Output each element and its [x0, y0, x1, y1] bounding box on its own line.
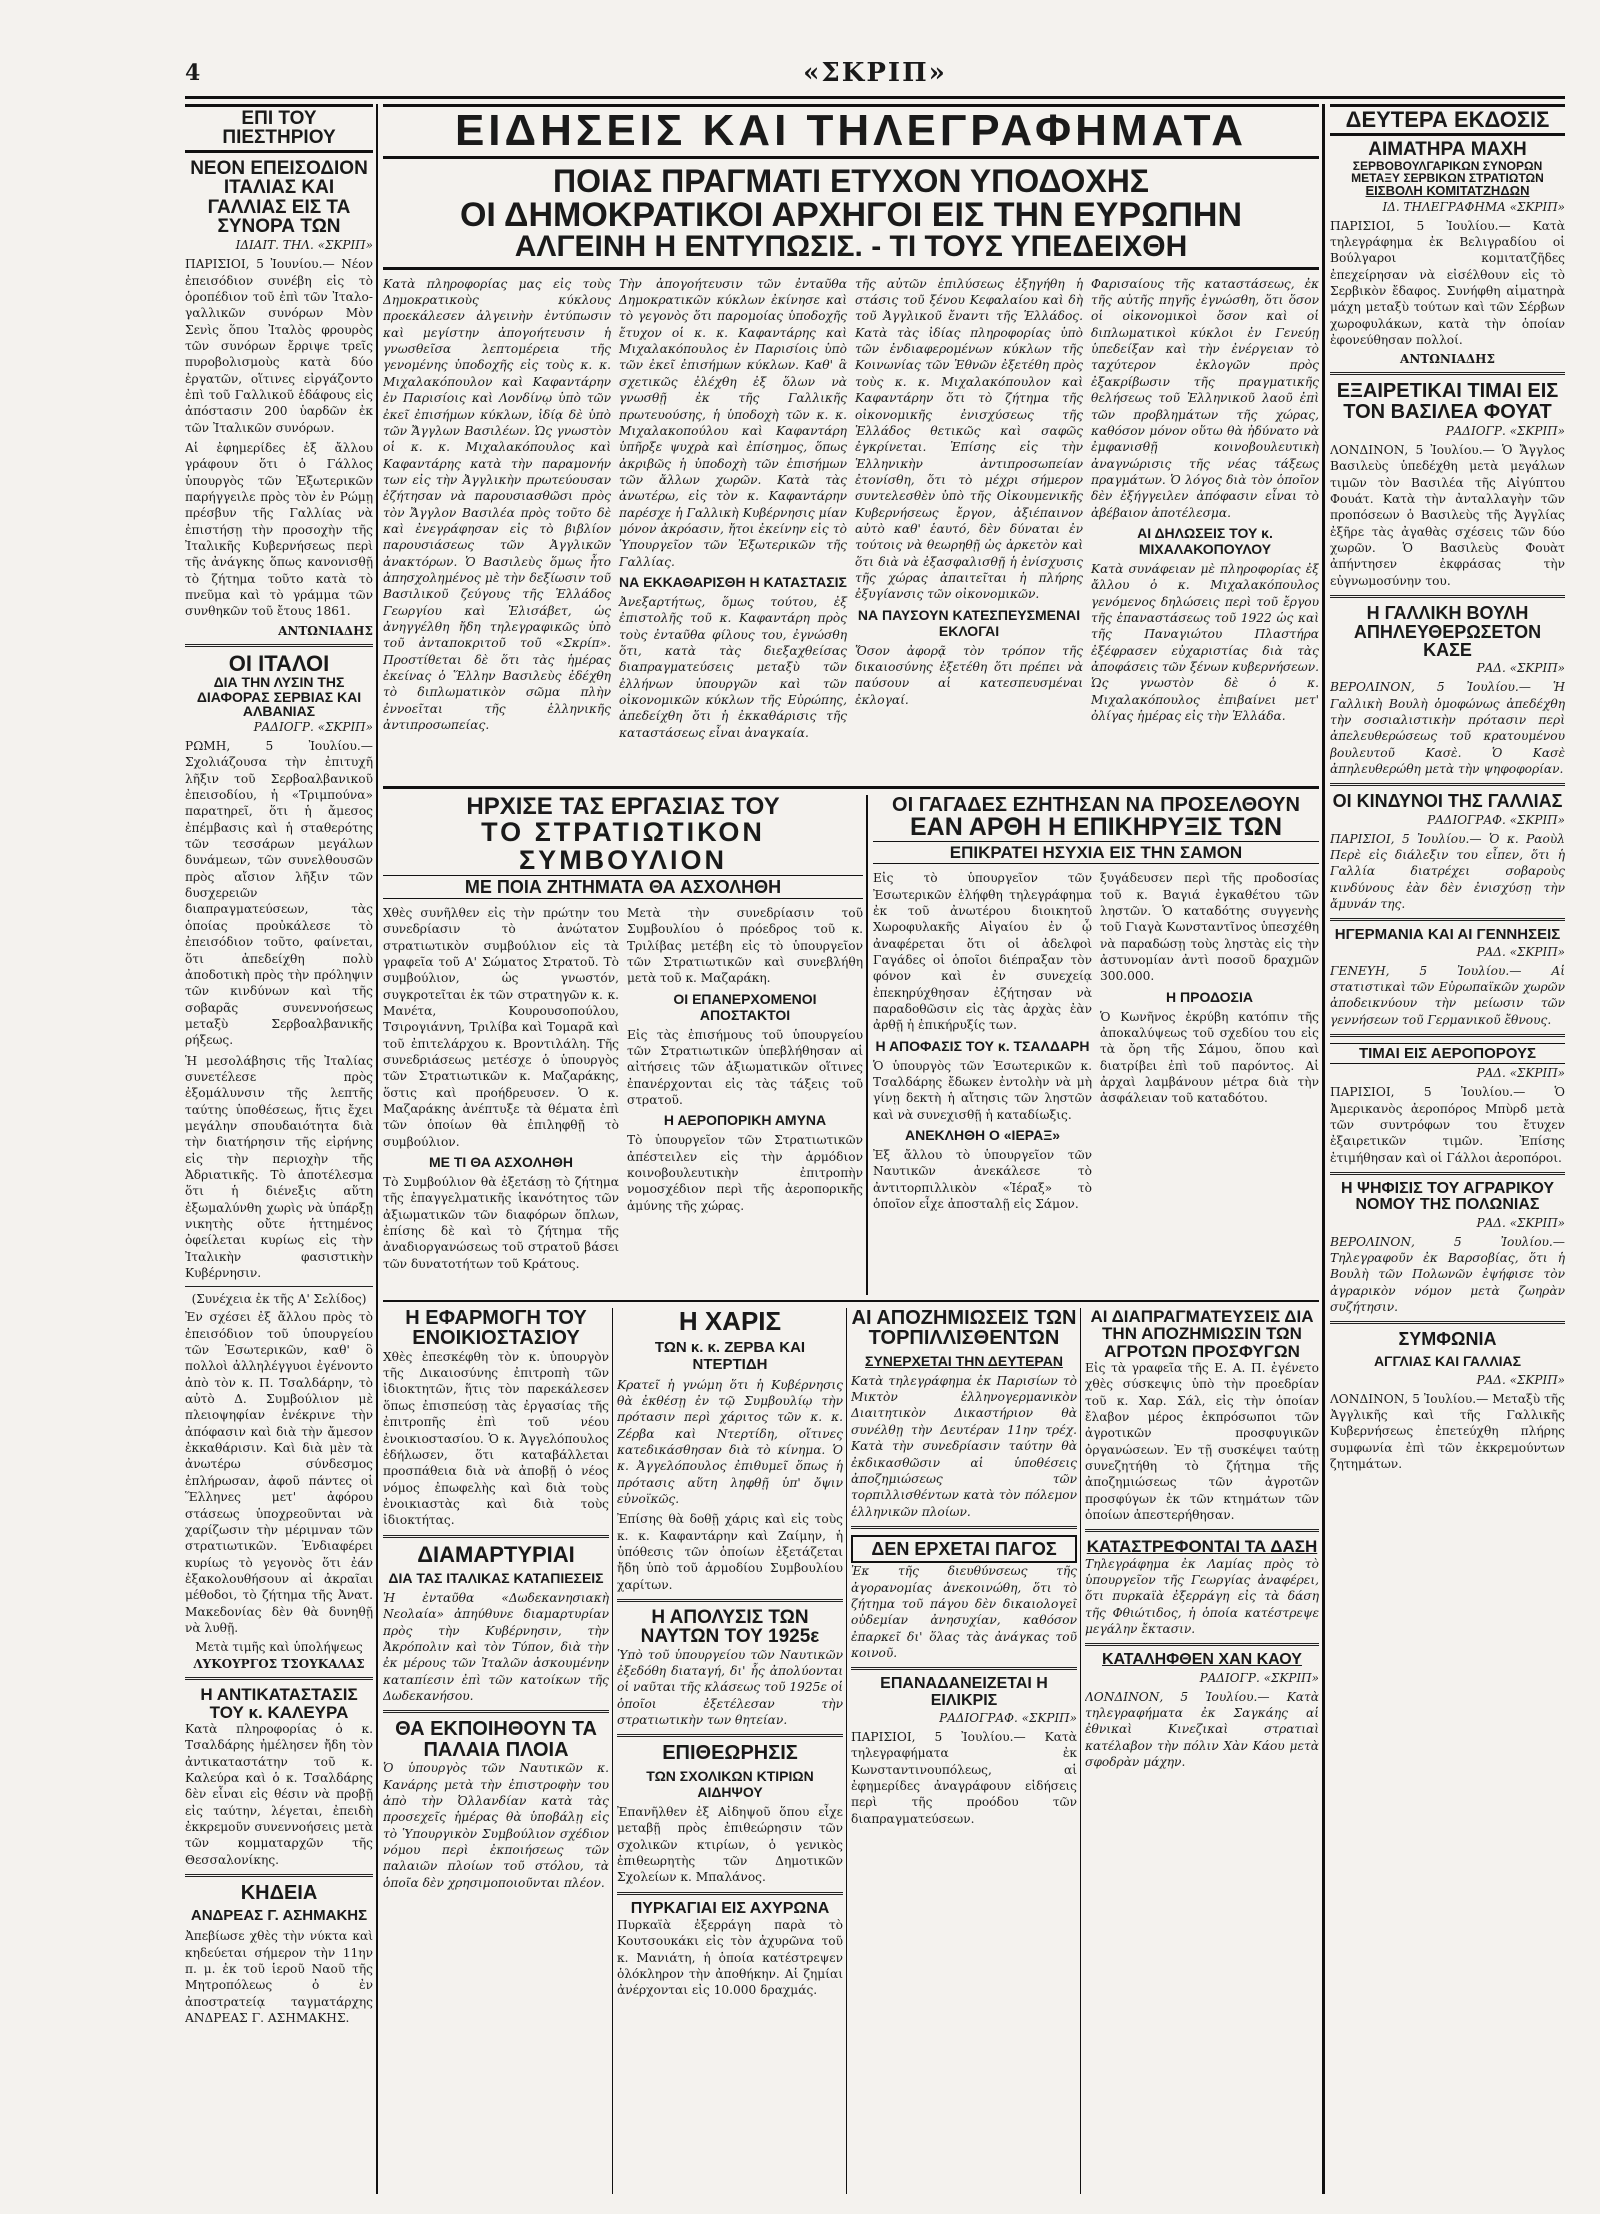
battle-credit: ΙΔ. ΤΗΛΕΓΡΑΦΗΜΑ «ΣΚΡΙΠ» [1382, 199, 1565, 214]
protests-text: Ἡ ἐνταῦθα «Δωδεκανησιακὴ Νεολαία» ἀπηύθυνε διαμαρτυρίαν πρὸς τὴν Κυβέρνησιν, τὴν Ἀκρόπολιν καὶ τὸν Τύπον, διὰ τὴν ἐκ μέρους τῶν Ἰταλῶν ἀσκουμένην καταπίεσιν ἐπὶ τῶν κατοίκων τῆς Δωδεκανήσου. [383, 1591, 609, 1704]
italians-subheadline: ΔΙΑ ΤΗΝ ΛΥΣΙΝ ΤΗΣ ΔΙΑΦΟΡΑΣ ΣΕΡΒΙΑΣ ΚΑΙ ΑΛΒΑΝΙΑΣ [196, 674, 362, 719]
left-column [185, 104, 373, 2194]
aviators-headline: ΤΙΜΑΙ ΕΙΣ ΑΕΡΟΠΟΡΟΥΣ [1330, 1043, 1565, 1064]
loan-credit: ΡΑΔΙΟΓΡΑΦ. «ΣΚΡΙΠ» [939, 1710, 1077, 1725]
italy-france-signature: ΑΝΤΩΝΙΑΔΗΣ [278, 623, 373, 638]
italy-france-text-2: Αἱ ἐφημερίδες ἐξ ἄλλου γράφουν ὅτι ὁ Γάλλος ὑπουργὸς τῶν Ἐξωτερικῶν παρήγγειλε πρὸς τὸν ἐν Ρώμῃ πρέσβυν τῆς Γαλλίας νὰ ἐπιστήσῃ τὴν προσοχὴν τῆς Ἰταλικῆς Κυβερνήσεως περὶ τῆς ἀνάγκης ὅπως κανονισθῇ τὸ ζήτημα τοῦτο κατὰ τὸ πνεῦμα καὶ τὸ γράμμα τῶν συνθηκῶν τοῦ ἔτους 1861. [185, 441, 373, 619]
italians-credit: ΡΑΔΙΟΓΡ. «ΣΚΡΙΠ» [253, 720, 373, 735]
forests-text: Τηλεγράφημα ἐκ Λαμίας πρὸς τὸ ὑπουργεῖον τῆς Γεωργίας ἀναφέρει, ὅτι πυρκαϊὰ ἐξερράγη εἰς τὰ δάση τῆς Φθιώτιδος, ἡ ὁποία κατέστρεψε μεγάλην ἔκτασιν. [1085, 1556, 1319, 1637]
old-ships-headline: ΘΑ ΕΚΠΟΙΗΘΟΥΝ ΤΑ ΠΑΛΑΙΑ ΠΛΟΙΑ [395, 1718, 597, 1761]
agreement-subheadline: ΑΓΓΛΙΑΣ ΚΑΙ ΓΑΛΛΙΑΣ [1373, 1352, 1522, 1369]
main-headline-1: ΠΟΙΑΣ ΠΡΑΓΜΑΤΙ ΕΤΥΧΟΝ ΥΠΟΔΟΧΗΣ [552, 162, 1149, 199]
main-text-col4b: Κατὰ συνάφειαν μὲ πληροφορίας ἐξ ἄλλου ὁ κ. Μιχαλακόπουλος γενόμενος δηλώσεις περὶ τοῦ ἔργου τῆς ἐπαναστάσεως τοῦ 1922 ὡς καὶ τῆς Παναγιώτου Πλαστήρα ἐξέφρασεν εὐχαριστίας διὰ τὰς ἀποφάσεις τῶν ξένων κυβερνήσεων. Ὡς γνωστὸν δὲ ὁ κ. Μιχαλακόπουλος ἐπιβαίνει μετ' ὀλίγας ἡμέρας εἰς τὴν Ἑλλάδα. [1091, 561, 1319, 724]
battle-headline: ΑΙΜΑΤΗΡΑ ΜΑΧΗ [1368, 139, 1527, 161]
forests-headline: ΚΑΤΑΣΤΡΕΦΟΝΤΑΙ ΤΑ ΔΑΣΗ [1086, 1537, 1318, 1557]
aviators-text: ΠΑΡΙΣΙΟΙ, 5 Ἰουλίου.— Ὁ Ἀμερικανὸς ἀεροπόρος Μπὺρδ μετὰ τῶν συντρόφων του ἔτυχεν ἐξαιρετικῶν τιμῶν. Ἐπίσης ἐτιμήθησαν καὶ οἱ Γάλλοι ἀεροπόροι. [1330, 1085, 1565, 1165]
divider [851, 1526, 1077, 1529]
main-text-col2: Τὴν ἀπογοήτευσιν τῶν ἐνταῦθα Δημοκρατικῶν κύκλων ἐκίνησε καὶ τὸ γεγονὸς ὅτι παρομοίας ὑποδοχῆς ἔτυχον οἱ κ. κ. Καφαντάρης καὶ Μιχαλακόπουλος ἐν Παρισίοις ὑπὸ τῶν ἐκεῖ ἐπισήμων κύκλων. Καθ' ἃ σχετικῶς ἐλέχθη ἐξ ὅλων νὰ γνωσθῇ ἐκ τῆς Γαλλικῆς πρωτευούσης, ἡ ὑποδοχὴ τῶν κ. κ. Μιχαλακοπούλου καὶ Καφαντάρη ὑπῆρξε ψυχρὰ καὶ ἐπίσημος, ὅπως ἀκριβῶς ἡ ὑποδοχὴ τῶν ἐπισήμων τῶν ἄλλων χωρῶν. Κατὰ τὰς ἀνωτέρω, εἰς τὸν κ. Καφαντάρην παρέσχε ἡ Γαλλικὴ Κυβέρνησις μίαν μόνον ἀκρόασιν, ἤτοι ἐκείνην εἰς τὸ Ὑπουργεῖον τῶν Ἐξωτερικῶν τῆς Γαλλίας. [619, 276, 847, 569]
continuation-text: Ἐν σχέσει ἐξ ἄλλου πρὸς τὸ ἐπεισόδιον τοῦ ὑπουργείου τῶν Ἐσωτερικῶν, καθ' ὃ πολλοὶ ἀλληλέγγυοι ἐγένοντο ἀπὸ τὸν κ. Π. Τσαλδάρην, τὸ αὐτὸ Δ. Συμβούλιον μὲ πλειοψηφίαν ἐνέκρινε τὴν ἀπόφασιν καὶ διὰ τὴν ἄμεσον ἐκκαθάρισιν. Καὶ διὰ μὲν τὰ ἀνωτέρω σύνδεσμος ἐπλήρωσαν, ἀφοῦ πάντες οἱ Ἕλληνες μετ' ἀφόρου στάσεως ὑποχρεοῦνται νὰ χαρίζωσιν τὴν μέριμναν τῶν στρατιωτικῶν. Ἐνδιαφέρει κυρίως τὸ γεγονὸς ὅτι ἐάν ἐξακολουθήσουν αἱ ἀκραῖαι μέθοδοι, τὸ ζήτημα τῆς Ἀνατ. Μακεδονίας δὲν θὰ δυνηθῇ νὰ λυθῇ. [185, 1310, 373, 1635]
old-ships-text: Ὁ ὑπουργὸς τῶν Ναυτικῶν κ. Κανάρης μετὰ τὴν ἐπιστροφὴν του ἀπὸ τὴν Ὀλλανδίαν κατὰ τὰς προσεχεῖς ἡμέρας θὰ ὑποβάλῃ εἰς τὸ Ὑπουργικὸν Συμβούλιον σχέδιον νόμου περὶ ἐκποιήσεως τῶν παλαιῶν πλοίων τοῦ στόλου, τὰ ὁποῖα δὲν χρησιμοποιοῦνται πλέον. [383, 1761, 609, 1890]
divider [851, 1667, 1077, 1670]
main-subhead-2: ΝΑ ΕΚΚΑΘΑΡΙΣΘΗ Η ΚΑΤΑΣΤΑΣΙΣ [619, 573, 847, 590]
section-rule [383, 1300, 1319, 1302]
divider [1330, 918, 1565, 921]
pardon-headline: Η ΧΑΡΙΣ [678, 1308, 782, 1336]
council-text-2: Μετὰ τὴν συνεδρίασιν τοῦ Συμβουλίου ὁ πρόεδρος τοῦ κ. Τριλίβας μετέβη εἰς τὸ ὑπουργεῖον τῶν Στρατιωτικῶν καὶ συνεβλήθη μετὰ τοῦ κ. Μαζαράκη. [627, 905, 863, 986]
divider [185, 1286, 373, 1287]
samos-subhead-2: ΑΝΕΚΛΗΘΗ Ο «ΙΕΡΑΞ» [904, 1127, 1060, 1144]
france-dangers-text: ΠΑΡΙΣΙΟΙ, 5 Ἰουλίου.— Ὁ κ. Ραοὺλ Περὲ εἰς διάλεξιν του εἶπεν, ὅτι ἡ Γαλλία διατρέχει σοβαροὺς κινδύνους ἐὰν δὲν ἐνισχύσῃ τὴν ἄμυνάν της. [1330, 831, 1565, 912]
divider [185, 1874, 373, 1877]
italy-france-headline: ΝΕΟΝ ΕΠΕΙΣΟΔΙΟΝ ΙΤΑΛΙΑΣ ΚΑΙ ΓΑΛΛΙΑΣ ΕΙΣ ΤΑ ΣΥΝΟΡΑ ΤΩΝ [190, 157, 368, 237]
fuad-text: ΛΟΝΔΙΝΟΝ, 5 Ἰουλίου.— Ὁ Ἄγγλος Βασιλεὺς ὑπεδέχθη μετὰ μεγάλων τιμῶν τὸν Βασιλέα τῆς Αἰγύπτου Φουάτ. Κατὰ τὴν ἀνταλλαγὴν τῶν προπόσεων ὁ Βασιλεὺς τῆς Ἀγγλίας ἐξῆρε τὰς ἀγαθὰς σχέσεις τῶν δύο χωρῶν. Ὁ Βασιλεὺς Φουὰτ ἀπήντησεν ἐκφράσας τὴν εὐγνωμοσύνην του. [1330, 443, 1565, 588]
lower-col-4 [1085, 1308, 1319, 2194]
agrarian-text: ΒΕΡΟΛΙΝΟΝ, 5 Ἰουλίου.— Τηλεγραφοῦν ἐκ Βαρσοβίας, ὅτι ἡ Βουλὴ τῶν Πολωνῶν ἐψήφισε τὸν ἀγραρικὸν νόμον μετὰ ζωηρὰν συζήτησιν. [1330, 1234, 1565, 1315]
council-headline-3: ΜΕ ΠΟΙΑ ΖΗΤΗΜΑΤΑ ΘΑ ΑΣΧΟΛΗΘΗ [383, 875, 863, 899]
council-subhead-2: ΟΙ ΕΠΑΝΕΡΧΟΜΕΝΟΙ ΑΠΟΣΤΑΚΤΟΙ [673, 990, 817, 1023]
page-number: 4 [185, 60, 201, 86]
council-text-2c: Τὸ ὑπουργεῖον τῶν Στρατιωτικῶν ἀπέστειλεν εἰς τὴν ἁρμόδιον κοινοβουλευτικὴν ἐπιτροπὴν νομοσχέδιον περὶ τῆς ἀεροπορικῆς ἀμύνης τῆς χώρας. [627, 1133, 863, 1213]
council-headline-1: ΗΡΧΙΣΕ ΤΑΣ ΕΡΓΑΣΙΑΣ ΤΟΥ [466, 795, 780, 820]
main-text-col1: Κατὰ πληροφορίας μας εἰς τοὺς Δημοκρατικοὺς κύκλους προεκάλεσεν ἀλγεινὴν ἐντύπωσιν καὶ μεγίστην ἀπογοήτευσιν ἡ γνωσθεῖσα λεπτομέρεια τῆς γενομένης ὑποδοχῆς εἰς τοὺς κ. κ. Μιχαλακόπουλον καὶ Καφαντάρην ἐν Παρισίοις καὶ Λονδίνῳ ὑπὸ τῶν ἐκεῖ ἐπισήμων κύκλων, ἰδίᾳ δὲ ὑπὸ τῶν Ἄγγλων Βασιλέων. Ὡς γνωστὸν οἱ κ. κ. Μιχαλακόπουλος καὶ Καφαντάρης κατὰ τὴν παραμονήν των εἰς τὴν Ἀγγλικὴν πρωτεύουσαν ἐζήτησαν νὰ παρουσιασθῶσι πρὸς τὸν Ἄγγλον Βασιλέα πρὸς τοῦτο δὲ καὶ ἐνεγράφησαν εἰς τὸ βιβλίον παρουσιάσεως τῶν Ἀγγλικῶν ἀνακτόρων. Ὁ Βασιλεὺς ὅμως ἦτο ἀπησχολημένος μὲ τὴν δεξίωσιν τοῦ Βασιλικοῦ ζεύγους τῆς Ἑλλάδος Γεωργίου καὶ Ἐλισάβετ, ὡς ἀνηγγέλθη ἤδη τηλεγραφικῶς ὑπὸ τοῦ ἀνταποκριτοῦ τοῦ «Σκρίπ». Προστίθεται δὲ ὅτι τὰς ἡμέρας ἐκείνας ὁ Ἕλλην Βασιλεὺς ἐδέχθη τὸ διπλωματικὸν σῶμα πλὴν ἐννοεῖται τῆς ἑλληνικῆς ἀντιπροσωπείας. [383, 276, 611, 733]
continuation-note: (Συνέχεια ἐκ τῆς Α' Σελίδος) [191, 1292, 367, 1307]
fire-headline: ΠΥΡΚΑΓΙΑΙ ΕΙΣ ΑΧΥΡΩΝΑ [630, 1899, 830, 1917]
letter-closing: Μετὰ τιμῆς καὶ ὑπολήψεως [195, 1640, 363, 1655]
second-edition-title: ΔΕΥΤΕΡΑ ΕΚΔΟΣΙΣ [1330, 104, 1565, 136]
funeral-headline: ΚΗΔΕΙΑ [240, 1882, 318, 1905]
compensation-text: Κατὰ τηλεγράφημα ἐκ Παρισίων τὸ Μικτὸν ἑλληνογερμανικὸν Διαιτητικὸν Δικαστήριον θὰ συνέλθῃ τὴν Δευτέραν 11ην τρέχ. Κατὰ τὴν συνεδρίασιν ταύτην θὰ ἐκδικασθῶσιν αἱ ὑποθέσεις ἀποζημιώσεως τῶν τορπιλλισθέντων κατὰ τὸν πόλεμον ἑλληνικῶν πλοίων. [851, 1373, 1077, 1519]
main-text-col4: Φαρισαίους τῆς καταστάσεως, ἐκ τῆς αὐτῆς πηγῆς ἐγνώσθη, ὅτι ὅσον οἱ οἰκονομικοὶ ὅσον καὶ οἱ διπλωματικοὶ κύκλοι ἐν Γενεύῃ ὑπεδείξαν καὶ τὴν ἐνέργειαν τὸ ταχύτερον ἐκλογῶν πρὸς ἐξακρίβωσιν τῆς πραγματικῆς θελήσεως τοῦ Ἑλληνικοῦ λαοῦ ἐπὶ τῶν προβλημάτων τῆς χώρας, καθόσον μόνον οὕτω θὰ ἠδύνατο νὰ ἐμφανισθῇ κοινοβουλευτικὴ ἀναγνώρισις τῆς νέας τάξεως πραγμάτων. Ὁ λόγος διὰ τὸν ὁποῖον δὲν ἐξήγγειλεν ἀπόφασιν εἶναι τὸ ἀβέβαιον ἀποτέλεσμα. [1091, 276, 1319, 520]
divider [617, 1734, 843, 1737]
agreement-credit: ΡΑΔ. «ΣΚΡΙΠ» [1476, 1372, 1565, 1387]
hankow-headline: ΚΑΤΑΛΗΦΘΕΝ ΧΑΝ ΚΑΟΥ [1102, 1651, 1302, 1669]
cachin-headline: Η ΓΑΛΛΙΚΗ ΒΟΥΛΗ ΑΠΗΛΕΥΘΕΡΩΣΕΤΟΝ ΚΑΣΕ [1353, 603, 1542, 660]
battle-subheadline: ΣΕΡΒΟΒΟΥΛΓΑΡΙΚΩΝ ΣΥΝΟΡΩΝ ΜΕΤΑΞΥ ΣΕΡΒΙΚΩΝ ΣΤΡΑΤΙΩΤΩΝ [1351, 158, 1544, 186]
loan-text: ΠΑΡΙΣΙΟΙ, 5 Ἰουλίου.— Κατὰ τηλεγραφήματα ἐκ Κωνσταντινουπόλεως, αἱ ἐφημερίδες ἀναγράφουν εἰδήσεις περὶ τῆς προόδου τῶν διαπραγματεύσεων. [851, 1729, 1077, 1826]
main-subhead-3: ΝΑ ΠΑΥΣΟΥΝ ΚΑΤΕΣΠΕΥΣΜΕΝΑΙ ΕΚΛΟΓΑΙ [857, 606, 1081, 639]
page-header [185, 58, 1565, 98]
column-rule [612, 1308, 613, 2194]
cachin-text: ΒΕΡΟΛΙΝΟΝ, 5 Ἰουλίου.— Ἡ Γαλλικὴ Βουλὴ ὁμοφώνως ἀπεδέχθη τὴν σοσιαλιστικὴν πρότασιν περὶ ἀπελευθερώσεως τοῦ κρατουμένου βουλευτοῦ Κασὲ. Ὁ Κασὲ ἀπηλευθερώθη μετὰ τὴν ψηφοφορίαν. [1330, 680, 1565, 776]
main-headline-2: ΟΙ ΔΗΜΟΚΡΑΤΙΚΟΙ ΑΡΧΗΓΟΙ ΕΙΣ ΤΗΝ ΕΥΡΩΠΗΝ [459, 195, 1243, 234]
fire-text: Πυρκαϊὰ ἐξερράγη παρὰ τὸ Κουτσουκάκι εἰς τὸν ἀχυρῶνα τοῦ κ. Μανιάτη, ἡ ὁποία κατέστρεψεν ὁλόκληρον τὴν ἀποθήκην. Αἱ ζημίαι ἀνέρχονται εἰς 10.000 δραχμάς. [617, 1917, 843, 1998]
pardon-text-2: Ἐπίσης θὰ δοθῇ χάρις καὶ εἰς τοὺς κ. κ. Καφαντάρην καὶ Ζαίμην, ἡ ὑπόθεσις τῶν ὁποίων ἐξετάζεται ἤδη ὑπὸ τοῦ ἁρμοδίου Συμβουλίου χαρίτων. [617, 1512, 843, 1592]
kalevras-text: Κατὰ πληροφορίας ὁ κ. Τσαλδάρης ἠμέλησεν ἤδη τὸν ἀντικαταστάτην τοῦ κ. Καλεύρα καὶ ὁ κ. Τσαλδάρης δὲν εἶναι εἰς θέσιν νὰ προβῇ εἰς ταύτην, λέγεται, ἐπειδὴ ἐκκρεμοῦν συνεννοήσεις μετὰ τῶν κομματαρχῶν τῆς Θεσσαλονίκης. [185, 1721, 373, 1867]
italians-headline: ΟΙ ΙΤΑΛΟΙ [228, 650, 330, 676]
battle-signature: ΑΝΤΩΝΙΑΔΗΣ [1400, 352, 1495, 367]
ice-headline: ΔΕΝ ΕΡΧΕΤΑΙ ΠΑΓΟΣ [851, 1535, 1077, 1563]
compensation-headline: ΑΙ ΑΠΟΖΗΜΙΩΣΕΙΣ ΤΩΝ ΤΟΡΠΙΛΛΙΣΘΕΝΤΩΝ [851, 1308, 1077, 1350]
aviators-credit: ΡΑΔ. «ΣΚΡΙΠ» [1476, 1066, 1565, 1081]
main-subhead-4: ΑΙ ΔΗΛΩΣΕΙΣ ΤΟΥ κ. ΜΙΧΑΛΑΚΟΠΟΥΛΟΥ [1137, 524, 1273, 557]
pardon-subheadline: ΤΩΝ κ. κ. ΖΕΡΒΑ ΚΑΙ ΝΤΕΡΤΙΔΗ [654, 1338, 806, 1373]
italy-france-credit: ΙΔΙΑΙΤ. ΤΗΛ. «ΣΚΡΙΠ» [235, 238, 373, 253]
inspection-text: Ἐπανῆλθεν ἐξ Αἰδηψοῦ ὅπου εἶχε μεταβῇ πρὸς ἐπιθεώρησιν τῶν σχολικῶν κτιρίων, ὁ γενικὸς ἐπιθεωρητὴς τῶν Δημοτικῶν Σχολείων κ. Μπαλάνος. [617, 1804, 843, 1885]
main-text-col3: τῆς αὐτῶν ἐπιλύσεως ἐξηγήθη ἡ στάσις τοῦ ξένου Κεφαλαίου καὶ δὴ τοῦ Ἀγγλικοῦ ἔναντι τῆς Ἑλλάδος. Κατὰ τὰς ἰδίας πληροφορίας ὑπὸ τῶν ἐνδιαφερομένων κύκλων τῆς Κοινωνίας τῶν Ἐθνῶν ἐξετέθη πρὸς τοὺς κ. κ. Μιχαλακόπουλον καὶ Καφαντάρην ὅτι τὸ ζήτημα τῆς οἰκονομικῆς ἐνισχύσεως τῆς Ἑλλάδος θετικῶς καὶ σαφῶς ἐγκρίνεται. Ἐπίσης εἰς τὴν Ἑλληνικὴν ἀντιπροσωπείαν ἐτονίσθη, ὅτι τὸ μέχρι σήμερον συντελεσθὲν ὑπὸ τῆς Οἰκουμενικῆς Κυβερνήσεως ἔργον, ἀξιέπαινον αὐτὸ καθ' ἑαυτό, δὲν δύναται ἐν τούτοις νὰ θεωρηθῇ ὡς ἀρκετὸν καὶ ὅτι διὰ νὰ ἐξασφαλισθῇ ἡ ἐνίσχυσις τῆς χώρας ἀπαιτεῖται ἡ πλήρης ἐξυγίανσις τῶν οἰκονομικῶν. [855, 276, 1083, 602]
pardon-text: Κρατεῖ ἡ γνώμη ὅτι ἡ Κυβέρνησις θὰ ἐκθέσῃ ἐν τῷ Συμβουλίῳ τὴν πρότασιν περὶ χάριτος τῶν κ. κ. Ζέρβα καὶ Ντερτίδη, οἵτινες κατεδικάσθησαν διὰ τὸ κίνημα. Ὁ κ. Ἀγγελόπουλος ἐπιθυμεῖ ὅπως ἡ πρότασις αὕτη ληφθῇ ὑπ' ὄψιν εὐνοϊκῶς. [617, 1377, 843, 1506]
divider [617, 1892, 843, 1895]
lower-col-2 [617, 1308, 843, 2194]
battle-text: ΠΑΡΙΣΙΟΙ, 5 Ἰουλίου.— Κατὰ τηλεγράφημα ἐκ Βελιγραδίου οἱ Βούλγαροι κομιτατζῆδες ἐπεχείρησαν νὰ εἰσέλθουν εἰς τὸ Σερβικὸν ἔδαφος. Συνήφθη αἱματηρὰ μάχη μεταξὺ τούτων καὶ τῶν Σέρβων χωροφυλάκων, κατὰ τὴν ὁποίαν ἐφονεύθησαν πολλοί. [1330, 218, 1565, 347]
rent-control-text: Χθὲς ἐπεσκέφθη τὸν κ. ὑπουργὸν τῆς Δικαιοσύνης ἐπιτροπὴ τῶν ἰδιοκτητῶν, ἥτις τὸν παρεκάλεσεν ὅπως ἐπισπεύσῃ τὰς ἐργασίας τῆς ἐπιτροπῆς ἐπὶ τοῦ νέου ἐνοικιοστασίου. Ὁ κ. Ἀγγελόπουλος ἐδήλωσεν, ὅτι καταβάλλεται προσπάθεια διὰ νὰ ἀποβῇ ὁ νέος νόμος ἐπωφελὴς καὶ διὰ τοὺς ἐνοικιαστὰς καὶ διὰ τοὺς ἰδιοκτήτας. [383, 1349, 609, 1528]
protests-headline: ΔΙΑΜΑΡΤΥΡΙΑΙ [417, 1541, 575, 1567]
loan-headline: ΕΠΑΝΑΔΑΝΕΙΖΕΤΑΙ Η ΕΙΛΙΚΡΙΣ [880, 1675, 1048, 1709]
hankow-credit: ΡΑΔΙΟΓΡ. «ΣΚΡΙΠ» [1199, 1670, 1319, 1685]
divider [383, 1710, 609, 1713]
council-subhead-1: ΜΕ ΤΙ ΘΑ ΑΣΧΟΛΗΘΗ [428, 1154, 574, 1171]
samos-headline-2: ΕΑΝ ΑΡΘΗ Η ΕΠΙΚΗΡΥΞΙΣ ΤΩΝ [909, 813, 1282, 842]
funeral-name: ΑΝΔΡΕΑΣ Γ. ΑΣΗΜΑΚΗΣ [190, 1907, 368, 1925]
samos-text-2: ξυγάδευσεν περὶ τῆς προδοσίας τοῦ κ. Βαγιά ἐγκαθέτου τῶν ληστῶν. Ὁ καταδότης συγγενὴς τοῦ Γιαγὰ Κωνσταντῖνος ὑπεσχέθη νὰ παραδώσῃ τοὺς ληστὰς εἰς τὴν ἀστυνομίαν ἀντὶ ποσοῦ δραχμῶν 300.000. [1100, 871, 1319, 984]
council-text-1: Χθὲς συνῆλθεν εἰς τὴν πρώτην του συνεδρίασιν τὸ ἀνώτατον στρατιωτικὸν συμβούλιον εἰς τὰ γραφεῖα τοῦ Α' Σώματος Στρατοῦ. Τὸ συμβούλιον, ὡς γνωστόν, συγκροτεῖται ἐκ τῶν στρατηγῶν κ. κ. Μανέτα, Κουρουσοπούλου, Τσιρογιάννη, Τριλίβα καὶ Τομαρᾶ καὶ τοῦ ἐπιτελάρχου κ. Βροντιλάλη. Τῆς συνεδριάσεως μετέσχε ὁ ὑπουργὸς τῶν Στρατιωτικῶν κ. Μαζαράκης, ὅστις καὶ προήδρευσεν. Ὁ κ. Μαζαράκης ἀνέπτυξε τὰ θέματα ἐπὶ τῶν ὁποίων θὰ ἐπιληφθῇ τὸ συμβούλιον. [383, 905, 619, 1149]
divider [1330, 372, 1565, 375]
inspection-headline: ΕΠΙΘΕΩΡΗΣΙΣ [662, 1742, 798, 1765]
samos-subhead-3: Η ΠΡΟΔΟΣΙΑ [1166, 988, 1253, 1005]
refugees-text: Εἰς τὰ γραφεῖα τῆς Ε. Α. Π. ἐγένετο χθὲς σύσκεψις ὑπὸ τὴν προεδρίαν τοῦ κ. Χαρ. Σάλ, εἰς τὴν ὁποίαν ἔλαβον μέρος ἐκπρόσωποι τῶν ἀγροτικῶν προσφυγικῶν ὀργανώσεων. Ἐν τῇ συσκέψει ταύτῃ συνεζητήθη τὸ ζήτημα τῆς ἀποζημιώσεως τῶν ἀγροτῶν προσφύγων ἐκ τῶν κτημάτων τῶν ὁποίων ἀπεστερήθησαν. [1085, 1360, 1319, 1523]
column-rule [376, 104, 378, 2194]
births-headline: ΗΓΕΡΜΑΝΙΑ ΚΑΙ ΑΙ ΓΕΝΝΗΣΕΙΣ [1334, 926, 1561, 944]
agreement-headline: ΣΥΜΦΩΝΙΑ [1398, 1329, 1497, 1350]
column-rule [1080, 1308, 1081, 2194]
left-section-title: ΕΠΙ ΤΟΥ ΠΙΕΣΤΗΡΙΟΥ [185, 104, 373, 153]
divider [1330, 783, 1565, 786]
funeral-text: Ἀπεβίωσε χθὲς τὴν νύκτα καὶ κηδεύεται σήμερον τὴν 11ην π. μ. ἐκ τοῦ ἱεροῦ Ναοῦ τῆς Μητροπόλεως ὁ ἐν ἀποστρατείᾳ ταγματάρχης ΑΝΔΡΕΑΣ Γ. ΑΣΗΜΑΚΗΣ. [185, 1929, 373, 2026]
council-text-1b: Τὸ Συμβούλιον θὰ ἐξετάσῃ τὸ ζήτημα τῆς ἐπαγγελματικῆς ἱκανότητος τῶν ἀξιωματικῶν τῶν διαφόρων ὅπλων, ἐπίσης δὲ καὶ τὸ ζήτημα τῆς ἀναδιοργανώσεως τοῦ στρατοῦ βάσει τῶν δυνατοτήτων τοῦ Κράτους. [383, 1175, 619, 1271]
main-headline-3: ΑΛΓΕΙΝΗ Η ΕΝΤΥΠΩΣΙΣ. - ΤΙ ΤΟΥΣ ΥΠΕΔΕΙΧΘΗ [383, 232, 1319, 270]
sailors-headline: Η ΑΠΟΛΥΣΙΣ ΤΩΝ ΝΑΥΤΩΝ ΤΟΥ 1925ε [640, 1606, 820, 1648]
samos-text-1: Εἰς τὸ ὑπουργεῖον τῶν Ἐσωτερικῶν ἐλήφθη τηλεγράφημα ἐκ τοῦ ἀνωτέρου διοικητοῦ Χωροφυλακῆς Αἰγαίου ἐν ᾧ ἀναφέρεται ὅτι οἱ ἀδελφοὶ Γαγάδες οἱ ὁποῖοι διέπραξαν τὸν φόνον καὶ ἐν συνεχείᾳ ἐπεκηρύχθησαν ἐζήτησαν νὰ παραδοθῶσιν εἰς τὰς ἀρχὰς ἐὰν ἀρθῇ ἡ ἐπικήρυξίς των. [873, 871, 1092, 1033]
column-rule [846, 1308, 847, 2194]
column-rule [1322, 104, 1325, 2194]
france-dangers-credit: ΡΑΔΙΟΓΡΑΦ. «ΣΚΡΙΠ» [1427, 812, 1565, 827]
protests-subheadline: ΔΙΑ ΤΑΣ ΙΤΑΛΙΚΑΣ ΚΑΤΑΠΙΕΣΕΙΣ [388, 1570, 604, 1586]
divider [383, 1535, 609, 1538]
council-headline-2: ΤΟ ΣΤΡΑΤΙΩΤΙΚΟΝ ΣΥΜΒΟΥΛΙΟΝ [481, 817, 765, 875]
divider [1330, 1172, 1565, 1175]
fuad-headline: ΕΞΑΙΡΕΤΙΚΑΙ ΤΙΜΑΙ ΕΙΣ ΤΟΝ ΒΑΣΙΛΕΑ ΦΟΥΑΤ [1336, 380, 1559, 423]
military-council-article [383, 795, 863, 1295]
lower-col-1 [383, 1308, 609, 2194]
agreement-text: ΛΟΝΔΙΝΟΝ, 5 Ἰουλίου.— Μεταξὺ τῆς Ἀγγλικῆς καὶ τῆς Γαλλικῆς Κυβερνήσεως ἐπετεύχθη πλήρης συμφωνία ἐπὶ τῶν ἐκκρεμούντων ζητημάτων. [1330, 1391, 1565, 1472]
hankow-text: ΛΟΝΔΙΝΟΝ, 5 Ἰουλίου.— Κατὰ τηλεγραφήματα ἐκ Σαγκάης αἱ ἐθνικαὶ Κινεζικαὶ στρατιαὶ κατέλαβον τὴν πόλιν Χὰν Κάου μετὰ σφοδρὰν μάχην. [1085, 1689, 1319, 1770]
agrarian-credit: ΡΑΔ. «ΣΚΡΙΠ» [1476, 1215, 1565, 1230]
divider [185, 644, 373, 647]
samos-subhead-1: Η ΑΠΟΦΑΣΙΣ ΤΟΥ κ. ΤΣΑΛΔΑΡΗ [875, 1037, 1090, 1054]
divider [1330, 595, 1565, 598]
center-top-section [383, 104, 1319, 784]
sailors-text: Ὑπὸ τοῦ ὑπουργείου τῶν Ναυτικῶν ἐξεδόθη διαταγή, δι' ἧς ἀπολύονται οἱ ναῦται τῆς κλάσεως τοῦ 1925ε οἱ ὁποῖοι ἐξετέλεσαν τὴν στρατιωτικὴν των θητείαν. [617, 1647, 843, 1728]
births-credit: ΡΑΔ. «ΣΚΡΙΠ» [1476, 944, 1565, 959]
news-banner: ΕΙΔΗΣΕΙΣ ΚΑΙ ΤΗΛΕΓΡΑΦΗΜΑΤΑ [383, 104, 1319, 159]
samos-article [873, 795, 1319, 1295]
france-dangers-headline: ΟΙ ΚΙΝΔΥΝΟΙ ΤΗΣ ΓΑΛΛΙΑΣ [1332, 791, 1563, 812]
kalevras-headline: Η ΑΝΤΙΚΑΤΑΣΤΑΣΙΣ ΤΟΥ κ. ΚΑΛΕΥΡΑ [200, 1685, 358, 1722]
samos-headline-3: ΕΠΙΚΡΑΤΕΙ ΗΣΥΧΙΑ ΕΙΣ ΤΗΝ ΣΑΜΟΝ [873, 841, 1319, 864]
column-rule [866, 795, 868, 1295]
inspection-subheadline: ΤΩΝ ΣΧΟΛΙΚΩΝ ΚΤΙΡΙΩΝ ΑΙΔΗΨΟΥ [646, 1767, 814, 1800]
samos-headline-1: ΟΙ ΓΑΓΑΔΕΣ ΕΖΗΤΗΣΑΝ ΝΑ ΠΡΟΣΕΛΘΟΥΝ [892, 795, 1300, 816]
divider [1330, 1034, 1565, 1037]
samos-text-1c: Ἐξ ἄλλου τὸ ὑπουργεῖον τῶν Ναυτικῶν ἀνεκάλεσε τὸ ἀντιτορπιλλικὸν «Ἱέραξ» τὸ ὁποῖον εἶχε ἀποσταλῇ εἰς Σάμον. [873, 1148, 1092, 1212]
refugees-headline: ΑΙ ΔΙΑΠΡΑΓΜΑΤΕΥΣΕΙΣ ΔΙΑ ΤΗΝ ΑΠΟΖΗΜΙΩΣΙΝ ΤΩΝ ΑΓΡΟΤΩΝ ΠΡΟΣΦΥΓΩΝ [1090, 1308, 1314, 1361]
ice-text: Ἐκ τῆς διευθύνσεως τῆς ἀγορανομίας ἀνεκοινώθη, ὅτι τὸ ζήτημα τοῦ πάγου δὲν δικαιολογεῖ οὐδεμίαν ἀνησυχίαν, καθόσον ἐπαρκεῖ δι' ὅλας τὰς ἀνάγκας τοῦ κοινοῦ. [851, 1564, 1077, 1660]
divider [1085, 1643, 1319, 1646]
divider [185, 1677, 373, 1680]
divider [617, 1599, 843, 1602]
battle-subheadline-2: ΕΙΣΒΟΛΗ ΚΟΜΙΤΑΤΖΗΔΩΝ [1365, 183, 1530, 199]
italians-text: ΡΩΜΗ, 5 Ἰουλίου.— Σχολιάζουσα τὴν ἐπιτυχῆ λῆξιν τοῦ Σερβοαλβανικοῦ ἐπεισοδίου, ἡ «Τριμπούνα» παρατηρεῖ, ὅτι ἡ ἄμεσος ἐπέμβασις καὶ ἡ σταθερότης τῶν τεσσάρων μεγάλων δυνάμεων, τῶν συνελθουσῶν πρὸς αἴσιον λῆξιν τῶν δυσχερειῶν διαπραγματεύσεων, τὰς ὁποίας προὐκάλεσε τὸ ἐπεισόδιον τοῦτο, φαίνεται, ὅτι ἀπεδείχθη πολὺ ἀποδοτικὴ πρὸς τὴν πρόληψιν τῶν κινδύνων καὶ τῆς σοβαρᾶς συνεννοήσεως μεταξὺ Σερβοαλβανικῆς ρήξεως. [185, 739, 373, 1048]
compensation-subheadline: ΣΥΝΕΡΧΕΤΑΙ ΤΗΝ ΔΕΥΤΕΡΑΝ [865, 1352, 1063, 1369]
rent-control-headline: Η ΕΦΑΡΜΟΓΗ ΤΟΥ ΕΝΟΙΚΙΟΣΤΑΣΙΟΥ [405, 1308, 587, 1350]
letter-signature: ΛΥΚΟΥΡΓΟΣ ΤΣΟΥΚΑΛΑΣ [193, 1657, 365, 1672]
header-rule [185, 96, 1565, 99]
fuad-credit: ΡΑΔΙΟΓΡ. «ΣΚΡΙΠ» [1445, 424, 1565, 439]
italy-france-text: ΠΑΡΙΣΙΟΙ, 5 Ἰουνίου.— Νέον ἐπεισόδιον συνέβη εἰς τὸ ὁροπέδιον τοῦ ἐπὶ τῶν Ἰταλο-γαλλικῶν συνόρων Μὸν Σενὶς ὅπου Ἰταλὸς φρουρὸς τῶν συνόρων ἔρριψε τρεῖς πυροβολισμοὺς κατὰ δύο ἐργατῶν, οἵτινες εἰργάζοντο ἐπὶ τοῦ Γαλλικοῦ ἐδάφους εἰς ἀπόστασιν 200 ὑαρδῶν ἐκ τῶν Ἰταλικῶν συνόρων. [185, 257, 373, 435]
divider [1330, 1321, 1565, 1324]
main-text-col2b: Ἀνεξαρτήτως, ὅμως τούτου, ἐξ ἐπιστολῆς τοῦ κ. Καφαντάρη πρὸς τοὺς ἐνταῦθα φίλους του, ἐγνώσθη ὅτι, κατὰ τὰς διεξαχθείσας διαπραγματεύσεις μεταξὺ τῶν ἐλλήνων ὑπουργῶν καὶ τῶν οἰκονομικῶν κύκλων τῆς Εὐρώπης, ἀπεδείχθη ὅτι ἡ ἐκκαθάρισις τῆς καταστάσεως εἶναι ἀναγκαία. [619, 594, 847, 740]
section-rule [383, 786, 1319, 789]
main-text-col3b: Ὅσον ἀφορᾷ τὸν τρόπον τῆς δικαιοσύνης ἐξετέθη ὅτι πρέπει νὰ παύσουν αἱ κατεσπευσμέναι ἐκλογαί. [855, 643, 1083, 707]
births-text: ΓΕΝΕΥΗ, 5 Ἰουλίου.— Αἱ στατιστικαὶ τῶν Εὐρωπαϊκῶν χωρῶν ἀποδεικνύουν τὴν μείωσιν τῶν γεννήσεων τοῦ Γερμανικοῦ ἔθνους. [1330, 963, 1565, 1027]
masthead: «ΣΚΡΙΠ» [803, 58, 947, 88]
samos-text-2b: Ὁ Κωνῆνος ἐκρύβη κατόπιν τῆς ἀποκαλύψεως τοῦ σχεδίου του εἰς τὰ ὄρη τῆς Σάμου, ὅπου καὶ διατρίβει ἐπὶ τοῦ παρόντος. Αἱ ἀρχαὶ λαμβάνουν μέτρα διὰ τὴν ἀσφάλειαν τοῦ καταδότου. [1100, 1009, 1319, 1106]
right-column [1330, 104, 1565, 2194]
council-text-2b: Εἰς τὰς ἐπισήμους τοῦ ὑπουργείου τῶν Στρατιωτικῶν ὑπεβλήθησαν αἱ αἰτήσεις τῶν ἀξιωματικῶν οἵτινες ἐπανέρχονται εἰς τὰς τάξεις τοῦ στρατοῦ. [627, 1027, 863, 1107]
divider [1085, 1529, 1319, 1532]
samos-text-1b: Ὁ ὑπουργὸς τῶν Ἐσωτερικῶν κ. Τσαλδάρης ἔδωκεν ἐντολὴν νὰ μὴ γίνῃ δεκτὴ ἡ αἴτησις τῶν ληστῶν καὶ νὰ συνεχισθῇ ἡ καταδίωξις. [873, 1058, 1092, 1122]
council-subhead-3: Η ΑΕΡΟΠΟΡΙΚΗ ΑΜΥΝΑ [663, 1112, 827, 1129]
lower-col-3 [851, 1308, 1077, 2194]
cachin-credit: ΡΑΔ. «ΣΚΡΙΠ» [1476, 661, 1565, 676]
italians-text-2: Ἡ μεσολάβησις τῆς Ἰταλίας συνετέλεσε πρὸς ἐξομάλυνσιν τῆς λεπτῆς ταύτης ὑποθέσεως, ἥτις ἔχει μεγάλην σπουδαιότητα διὰ τὴν διατήρησιν τῆς εἰρήνης εἰς τὴν περιοχὴν τῆς Ἀδριατικῆς. Τὸ ἀποτέλεσμα ὅτι ἡ διένεξις αὕτη ἐξωμαλύνθη χωρὶς νὰ ὑπάρξῃ νικητὴς οὔτε ἡττημένος ὀφείλεται κυρίως εἰς τὴν Ἰταλικὴν φασιστικὴν Κυβέρνησιν. [185, 1053, 373, 1281]
agrarian-headline: Η ΨΗΦΙΣΙΣ ΤΟΥ ΑΓΡΑΡΙΚΟΥ ΝΟΜΟΥ ΤΗΣ ΠΟΛΩΝΙΑΣ [1341, 1180, 1554, 1214]
